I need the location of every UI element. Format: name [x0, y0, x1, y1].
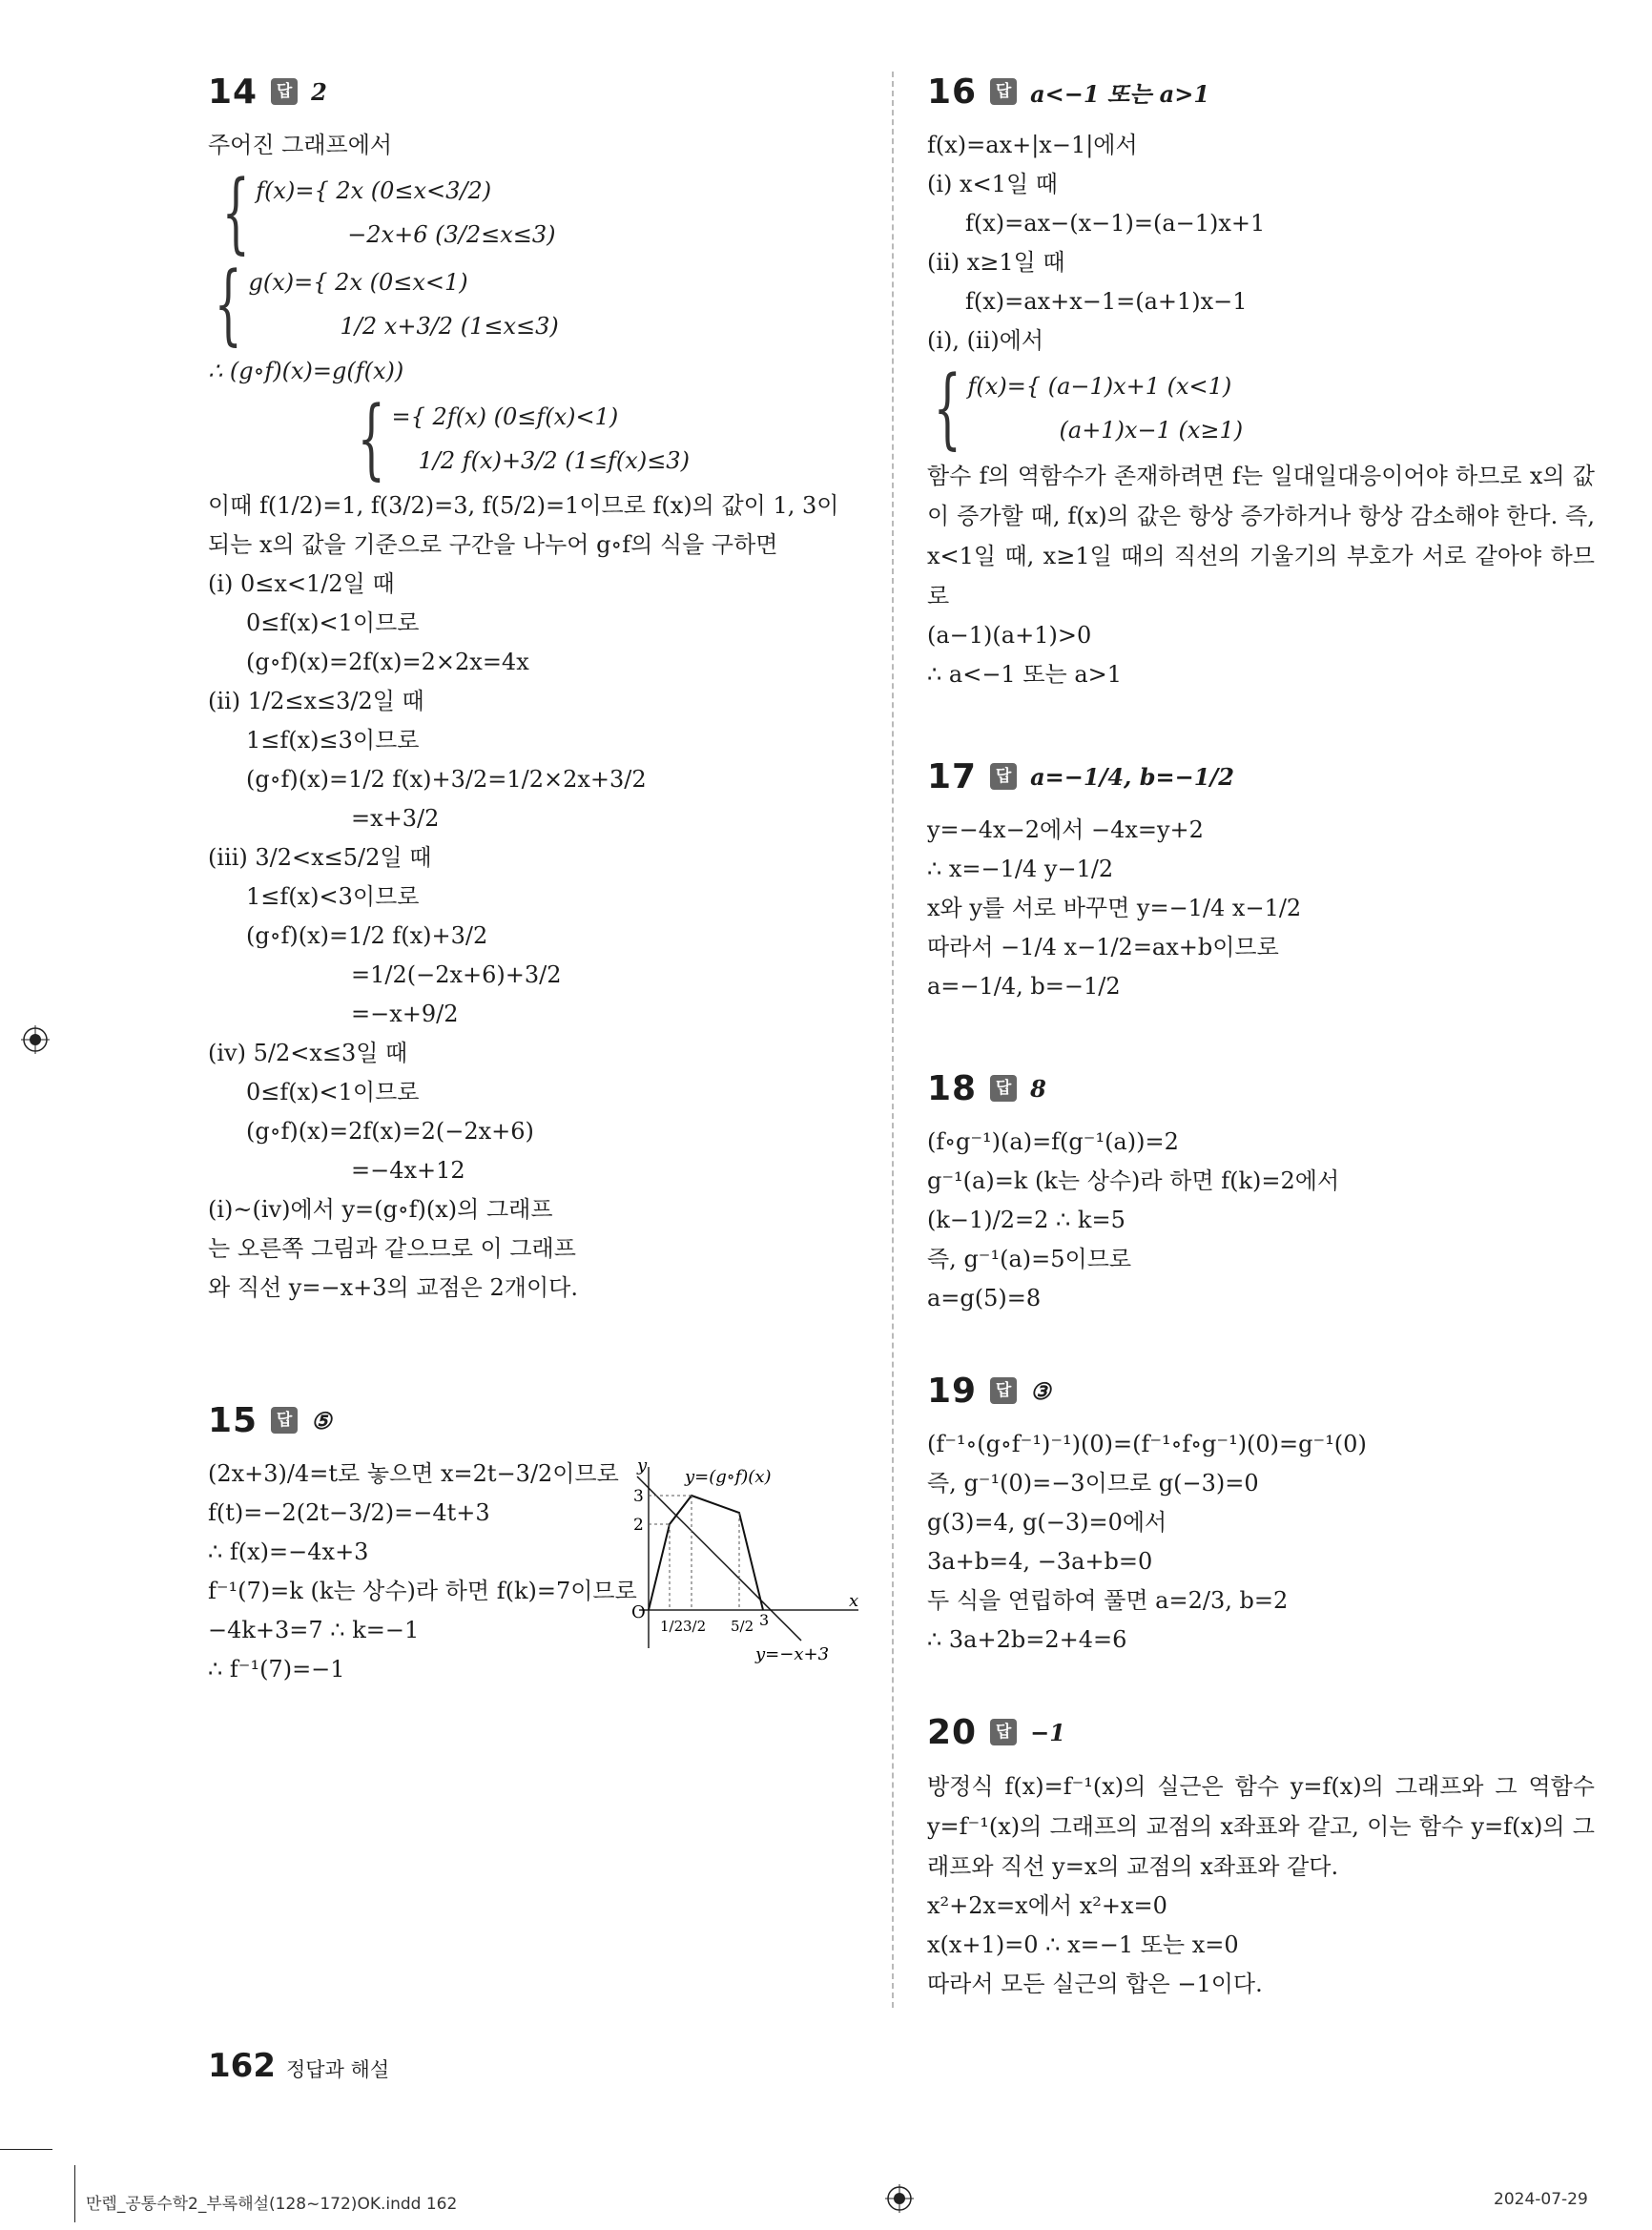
y-axis-label: y — [637, 1457, 648, 1476]
answer-badge: 답 — [990, 1377, 1017, 1404]
solution-line: (a−1)(a+1)>0 — [927, 622, 1092, 649]
answer-value: ⑤ — [311, 1406, 332, 1435]
piecewise-gof — [208, 387, 857, 489]
solution-line: g⁻¹(a)=k (k는 상수)라 하면 f(k)=2에서 — [927, 1167, 1340, 1194]
case-line: f(x)={ 2x (0≤x<3/2) — [256, 177, 492, 204]
solution-line: 되는 x의 값을 기준으로 구간을 나누어 g∘f의 식을 구하면 — [208, 531, 778, 558]
piecewise-g — [208, 253, 857, 355]
solution-line: (k−1)/2=2 ∴ k=5 — [927, 1207, 1125, 1233]
solution-line: x²+2x=x에서 x²+x=0 — [927, 1892, 1167, 1919]
piecewise-f — [208, 161, 857, 263]
gof-curve — [649, 1496, 763, 1610]
case-heading: (ⅲ) 3/2<x≤5/2일 때 — [208, 844, 432, 871]
answer-value: a<−1 또는 a>1 — [1030, 79, 1210, 108]
brace: { — [214, 253, 242, 355]
solution-line: ∴ f⁻¹(7)=−1 — [208, 1656, 345, 1683]
solution-line: f(x)=ax+|x−1|에서 — [927, 132, 1138, 158]
solution-line: (g∘f)(x)=2f(x)=2(−2x+6) — [246, 1118, 534, 1145]
registration-mark-icon — [21, 1025, 50, 1054]
solution-line: (ⅰ), (ⅱ)에서 — [927, 327, 1044, 354]
problem-number: 20 — [927, 1712, 978, 1752]
line-label: y=−x+3 — [755, 1644, 830, 1664]
case-heading: (ⅰ) x<1일 때 — [927, 171, 1058, 197]
solution-line: 따라서 모든 실근의 합은 −1이다. — [927, 1971, 1263, 1997]
solution-line: 즉, g⁻¹(a)=5이므로 — [927, 1246, 1132, 1272]
solution-line: g(3)=4, g(−3)=0에서 — [927, 1509, 1167, 1536]
x-axis-label: x — [849, 1591, 859, 1611]
problem-20-header — [927, 1707, 1595, 1757]
case-line: (a+1)x−1 (x≥1) — [1059, 417, 1244, 444]
solution-line: x(x+1)=0 ∴ x=−1 또는 x=0 — [927, 1931, 1239, 1958]
solution-line: f(t)=−2(2t−3/2)=−4t+3 — [208, 1499, 490, 1526]
solution-line: ∴ a<−1 또는 a>1 — [927, 661, 1123, 688]
y-tick: 2 — [633, 1516, 644, 1535]
solution-line: 0≤f(x)<1이므로 — [246, 1079, 420, 1105]
solution-line: =−4x+12 — [351, 1157, 465, 1184]
solution-line: 즉, g⁻¹(0)=−3이므로 g(−3)=0 — [927, 1470, 1259, 1497]
brace: { — [933, 357, 961, 459]
case-line: −2x+6 (3/2≤x≤3) — [347, 221, 556, 248]
trim-mark — [0, 2149, 52, 2150]
solution-line: y=−4x−2에서 −4x=y+2 — [927, 816, 1204, 843]
right-column — [927, 67, 1595, 2004]
solution-line: =1/2(−2x+6)+3/2 — [351, 961, 562, 988]
left-column — [208, 67, 857, 1689]
origin-label: O — [631, 1602, 646, 1622]
case-line: f(x)={ (a−1)x+1 (x<1) — [967, 373, 1232, 400]
problem-15-header — [208, 1395, 857, 1445]
curve-label: y=(g∘f)(x) — [685, 1467, 772, 1487]
x-tick: 3 — [759, 1611, 770, 1629]
solution-line: ∴ (g∘f)(x)=g(f(x)) — [208, 358, 404, 384]
column-divider — [892, 72, 894, 2008]
solution-line: 따라서 −1/4 x−1/2=ax+b이므로 — [927, 934, 1279, 960]
solution-line: 이때 f(1/2)=1, f(3/2)=3, f(5/2)=1이므로 f(x)의 값이 1, 3이 — [208, 492, 839, 519]
solution-paragraph: 함수 f의 역함수가 존재하려면 f는 일대일대응이어야 하므로 x의 값이 증가할 때, f(x)의 값은 항상 증가하거나 항상 감소해야 한다. 즉, x<1일 때, x≥1일 때의 직선의 기울기의 부호가 서로 같아야 하므로 — [927, 463, 1595, 609]
solution-line: 3a+b=4, −3a+b=0 — [927, 1548, 1153, 1575]
x-tick: 1/2 — [660, 1618, 684, 1635]
problem-19-header — [927, 1366, 1595, 1415]
solution-line: (f∘g⁻¹)(a)=f(g⁻¹(a))=2 — [927, 1128, 1179, 1155]
case-line: ={ 2f(x) (0≤f(x)<1) — [391, 403, 619, 430]
case-heading: (ⅱ) x≥1일 때 — [927, 249, 1065, 276]
solution-line: =x+3/2 — [351, 805, 440, 832]
answer-badge: 답 — [271, 78, 298, 105]
print-date: 2024-07-29 — [1494, 2190, 1588, 2209]
answer-value: 2 — [311, 77, 327, 106]
answer-badge: 답 — [271, 1407, 298, 1434]
footer-label: 정답과 해설 — [286, 2058, 390, 2081]
case-line: 1/2 x+3/2 (1≤x≤3) — [340, 313, 559, 340]
registration-mark-icon — [885, 2184, 914, 2213]
case-line: g(x)={ 2x (0≤x<1) — [248, 269, 468, 296]
y-tick: 3 — [633, 1487, 644, 1506]
solution-line: (g∘f)(x)=1/2 f(x)+3/2=1/2×2x+3/2 — [246, 766, 647, 793]
solution-line: =−x+9/2 — [351, 1001, 459, 1027]
piecewise-f16 — [927, 357, 1595, 459]
solution-line: f(x)=ax−(x−1)=(a−1)x+1 — [965, 210, 1266, 237]
problem-number: 16 — [927, 72, 978, 112]
print-filename: 만렙_공통수학2_부록해설(128~172)OK.indd 162 — [86, 2195, 458, 2214]
x-tick: 5/2 — [731, 1618, 754, 1635]
solution-line: −4k+3=7 ∴ k=−1 — [208, 1617, 420, 1643]
gof-graph — [620, 1457, 868, 1667]
problem-number: 18 — [927, 1068, 978, 1108]
solution-line: (2x+3)/4=t로 놓으면 x=2t−3/2이므로 — [208, 1460, 619, 1487]
brace: { — [221, 161, 250, 263]
problem-number: 14 — [208, 72, 258, 112]
solution-line: 두 식을 연립하여 풀면 a=2/3, b=2 — [927, 1587, 1289, 1614]
solution-line: 0≤f(x)<1이므로 — [246, 609, 420, 636]
answer-value: −1 — [1030, 1718, 1065, 1746]
solution-line: 1≤f(x)<3이므로 — [246, 883, 420, 910]
problem-16-header — [927, 67, 1595, 116]
solution-line: f⁻¹(7)=k (k는 상수)라 하면 f(k)=7이므로 — [208, 1578, 637, 1604]
answer-badge: 답 — [990, 1719, 1017, 1745]
problem-18-header — [927, 1063, 1595, 1113]
answer-value: 8 — [1030, 1074, 1046, 1103]
solution-line: x와 y를 서로 바꾸면 y=−1/4 x−1/2 — [927, 895, 1302, 921]
answer-badge: 답 — [990, 78, 1017, 105]
solution-line: ∴ x=−1/4 y−1/2 — [927, 856, 1114, 882]
solution-line: 와 직선 y=−x+3의 교점은 2개이다. — [208, 1274, 578, 1301]
case-heading: (ⅱ) 1/2≤x≤3/2일 때 — [208, 688, 424, 714]
answer-value: ③ — [1030, 1376, 1051, 1405]
solution-paragraph: 방정식 f(x)=f⁻¹(x)의 실근은 함수 y=f(x)의 그래프와 그 역함수 y=f⁻¹(x)의 그래프의 교점의 x좌표와 같고, 이는 함수 y=f(x)의 그래프와 직선 y=x의 교점의 x좌표와 같다. — [927, 1773, 1595, 1880]
case-line: 1/2 f(x)+3/2 (1≤f(x)≤3) — [418, 447, 690, 474]
trim-mark — [74, 2165, 75, 2222]
case-heading: (ⅰ) 0≤x<1/2일 때 — [208, 570, 395, 597]
problem-14-header — [208, 67, 857, 116]
solution-line: (g∘f)(x)=2f(x)=2×2x=4x — [246, 649, 529, 675]
solution-line: 주어진 그래프에서 — [208, 132, 393, 158]
x-tick: 3/2 — [683, 1618, 707, 1635]
solution-line: ∴ 3a+2b=2+4=6 — [927, 1626, 1127, 1653]
problem-number: 19 — [927, 1371, 978, 1411]
page-number: 162 — [208, 2047, 276, 2085]
solution-line: a=g(5)=8 — [927, 1285, 1042, 1311]
solution-line: 1≤f(x)≤3이므로 — [246, 727, 420, 754]
case-heading: (ⅳ) 5/2<x≤3일 때 — [208, 1040, 408, 1066]
solution-line: ∴ f(x)=−4x+3 — [208, 1538, 369, 1565]
solution-line: f(x)=ax+x−1=(a+1)x−1 — [965, 288, 1248, 315]
problem-number: 15 — [208, 1400, 258, 1440]
solution-line: (g∘f)(x)=1/2 f(x)+3/2 — [246, 922, 488, 949]
solution-line: (ⅰ)~(ⅳ)에서 y=(g∘f)(x)의 그래프 — [208, 1196, 553, 1223]
solution-line: (f⁻¹∘(g∘f⁻¹)⁻¹)(0)=(f⁻¹∘f∘g⁻¹)(0)=g⁻¹(0) — [927, 1431, 1367, 1457]
brace: { — [357, 387, 385, 489]
answer-badge: 답 — [990, 763, 1017, 790]
answer-value: a=−1/4, b=−1/2 — [1030, 762, 1234, 791]
problem-number: 17 — [927, 756, 978, 796]
solution-line: a=−1/4, b=−1/2 — [927, 973, 1121, 1000]
solution-line: 는 오른쪽 그림과 같으므로 이 그래프 — [208, 1235, 576, 1262]
answer-badge: 답 — [990, 1075, 1017, 1102]
problem-17-header — [927, 752, 1595, 801]
